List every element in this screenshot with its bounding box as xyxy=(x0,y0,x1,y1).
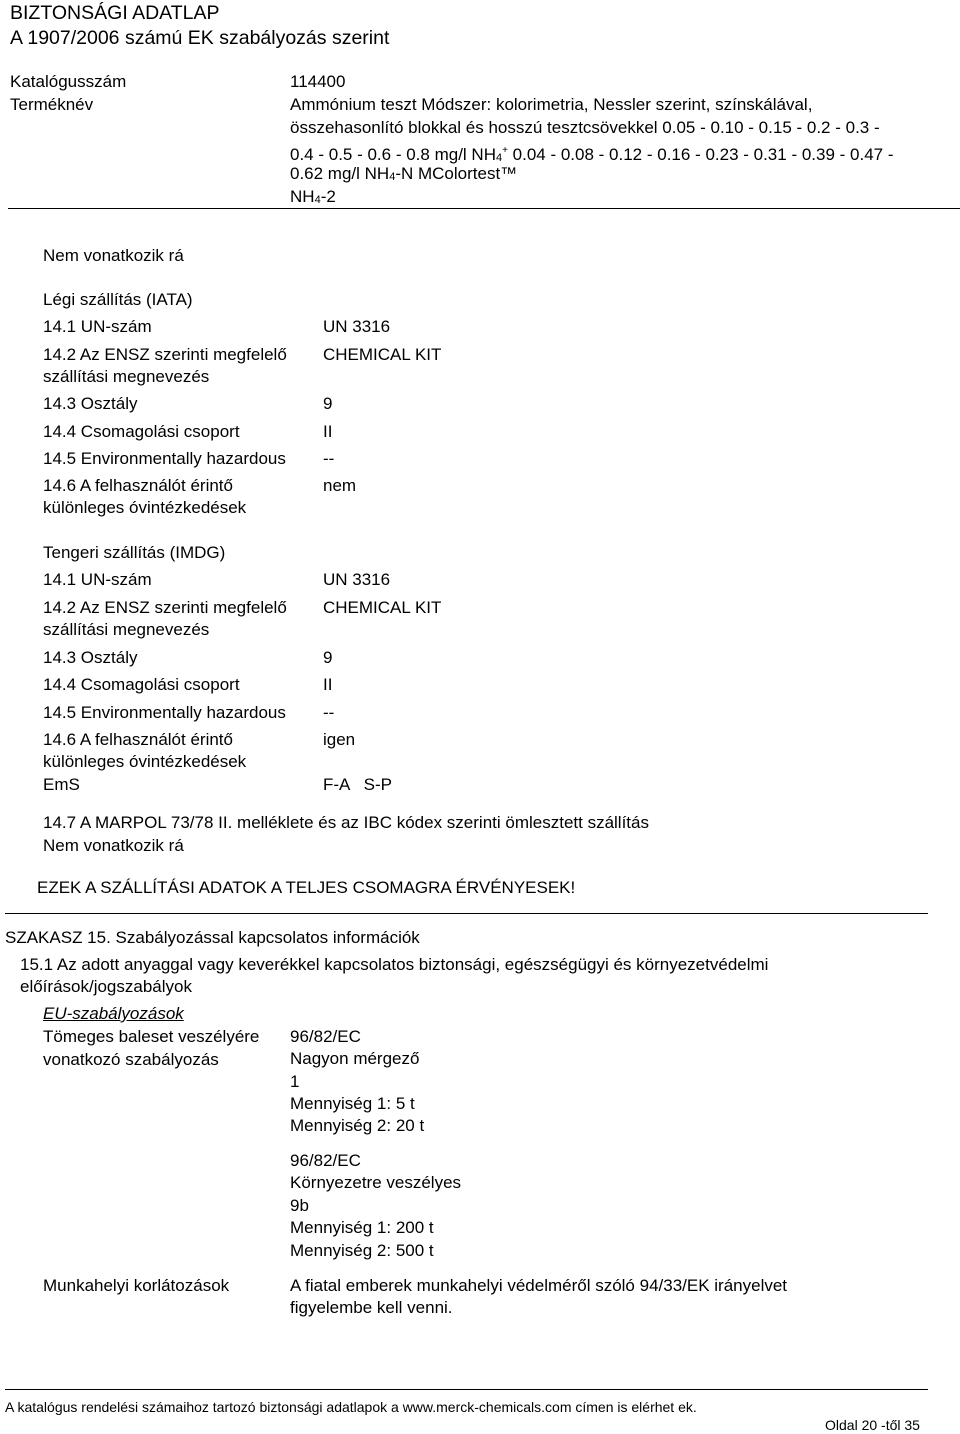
catalog-number-label: Katalógusszám xyxy=(10,72,127,91)
marpol-heading: 14.7 A MARPOL 73/78 II. melléklete és az IBC kódex szerinti ömlesztett szállítás xyxy=(43,813,649,832)
section-15-1-heading: előírások/jogszabályok xyxy=(20,977,192,996)
seveso-label: Tömeges baleset veszélyére xyxy=(43,1027,260,1046)
header-divider xyxy=(8,208,960,209)
seveso-a-line: 96/82/EC xyxy=(290,1027,361,1046)
section-divider xyxy=(5,913,928,914)
imdg-packing-label: 14.4 Csomagolási csoport xyxy=(43,675,240,694)
seveso-b-line: 96/82/EC xyxy=(290,1151,361,1170)
imdg-un-label: 14.1 UN-szám xyxy=(43,570,152,589)
iata-special-label: különleges óvintézkedések xyxy=(43,498,247,517)
workplace-restrictions-value: figyelembe kell venni. xyxy=(290,1298,453,1317)
imdg-class-label: 14.3 Osztály xyxy=(43,648,138,667)
seveso-b-line: 9b xyxy=(290,1196,309,1215)
imdg-ems-label: EmS xyxy=(43,775,80,794)
iata-un-value: UN 3316 xyxy=(323,317,391,336)
document-title: BIZTONSÁGI ADATLAP xyxy=(10,2,220,24)
imdg-special-label: 14.6 A felhasználót érintő xyxy=(43,730,233,749)
imdg-special-value: igen xyxy=(323,730,356,749)
seveso-b-line: Környezetre veszélyes xyxy=(290,1173,462,1192)
iata-heading: Légi szállítás (IATA) xyxy=(43,290,193,309)
imdg-name-label: 14.2 Az ENSZ szerinti megfelelő xyxy=(43,598,287,617)
iata-packing-value: II xyxy=(323,422,333,441)
imdg-special-label: különleges óvintézkedések xyxy=(43,752,247,771)
iata-env-label: 14.5 Environmentally hazardous xyxy=(43,449,286,468)
seveso-b-line: Mennyiség 2: 500 t xyxy=(290,1241,434,1260)
imdg-env-value: -- xyxy=(323,703,335,722)
seveso-b-line: Mennyiség 1: 200 t xyxy=(290,1218,434,1237)
product-name-line: Ammónium teszt Módszer: kolorimetria, Nessler szerint, színskálával, xyxy=(290,95,813,114)
iata-class-value: 9 xyxy=(323,394,333,413)
product-name-line: 0.4 - 0.5 - 0.6 - 0.8 mg/l NH4+ 0.04 - 0.08 - 0.12 - 0.16 - 0.23 - 0.31 - 0.39 - 0.47 - xyxy=(290,145,894,164)
not-applicable-text: Nem vonatkozik rá xyxy=(43,246,184,265)
document-subtitle: A 1907/2006 számú EK szabályozás szerint xyxy=(10,27,390,49)
imdg-un-value: UN 3316 xyxy=(323,570,391,589)
iata-un-label: 14.1 UN-szám xyxy=(43,317,152,336)
iata-special-value: nem xyxy=(323,476,357,495)
seveso-label: vonatkozó szabályozás xyxy=(43,1050,219,1069)
imdg-name-label: szállítási megnevezés xyxy=(43,620,210,639)
seveso-a-line: Nagyon mérgező xyxy=(290,1049,420,1068)
transport-notice: EZEK A SZÁLLÍTÁSI ADATOK A TELJES CSOMAGRA ÉRVÉNYESEK! xyxy=(37,878,576,897)
iata-class-label: 14.3 Osztály xyxy=(43,394,138,413)
workplace-restrictions-label: Munkahelyi korlátozások xyxy=(43,1276,230,1295)
footer-note: A katalógus rendelési számaihoz tartozó biztonsági adatlapok a www.merck-chemicals.com címen is elérhet ek. xyxy=(5,1399,697,1415)
imdg-name-value: CHEMICAL KIT xyxy=(323,598,442,617)
page-number: Oldal 20 -től 35 xyxy=(825,1417,920,1433)
imdg-heading: Tengeri szállítás (IMDG) xyxy=(43,543,226,562)
imdg-ems-value: F-A S-P xyxy=(323,775,392,794)
iata-packing-label: 14.4 Csomagolási csoport xyxy=(43,422,240,441)
seveso-a-line: Mennyiség 1: 5 t xyxy=(290,1094,415,1113)
product-name-label: Terméknév xyxy=(10,95,94,114)
seveso-a-line: 1 xyxy=(290,1072,300,1091)
imdg-env-label: 14.5 Environmentally hazardous xyxy=(43,703,286,722)
iata-env-value: -- xyxy=(323,449,335,468)
section-15-1-heading: 15.1 Az adott anyaggal vagy keverékkel kapcsolatos biztonsági, egészségügyi és környezetvédelmi xyxy=(20,955,769,974)
eu-regulations-heading: EU-szabályozások xyxy=(43,1004,184,1023)
iata-special-label: 14.6 A felhasználót érintő xyxy=(43,476,233,495)
product-name-line: összehasonlító blokkal és hosszú tesztcsövekkel 0.05 - 0.10 - 0.15 - 0.2 - 0.3 - xyxy=(290,118,880,137)
imdg-class-value: 9 xyxy=(323,648,333,667)
product-name-line: 0.62 mg/l NH4-N MColortest™ xyxy=(290,164,518,183)
section-15-title: SZAKASZ 15. Szabályozással kapcsolatos információk xyxy=(5,928,420,947)
iata-name-label: szállítási megnevezés xyxy=(43,367,210,386)
footer-divider xyxy=(5,1389,928,1390)
iata-name-value: CHEMICAL KIT xyxy=(323,345,442,364)
imdg-packing-value: II xyxy=(323,675,333,694)
workplace-restrictions-value: A fiatal emberek munkahelyi védelméről szóló 94/33/EK irányelvet xyxy=(290,1276,788,1295)
seveso-a-line: Mennyiség 2: 20 t xyxy=(290,1116,425,1135)
catalog-number-value: 114400 xyxy=(290,72,346,91)
product-name-line: NH4-2 xyxy=(290,187,336,206)
iata-name-label: 14.2 Az ENSZ szerinti megfelelő xyxy=(43,345,287,364)
marpol-text: Nem vonatkozik rá xyxy=(43,836,184,855)
